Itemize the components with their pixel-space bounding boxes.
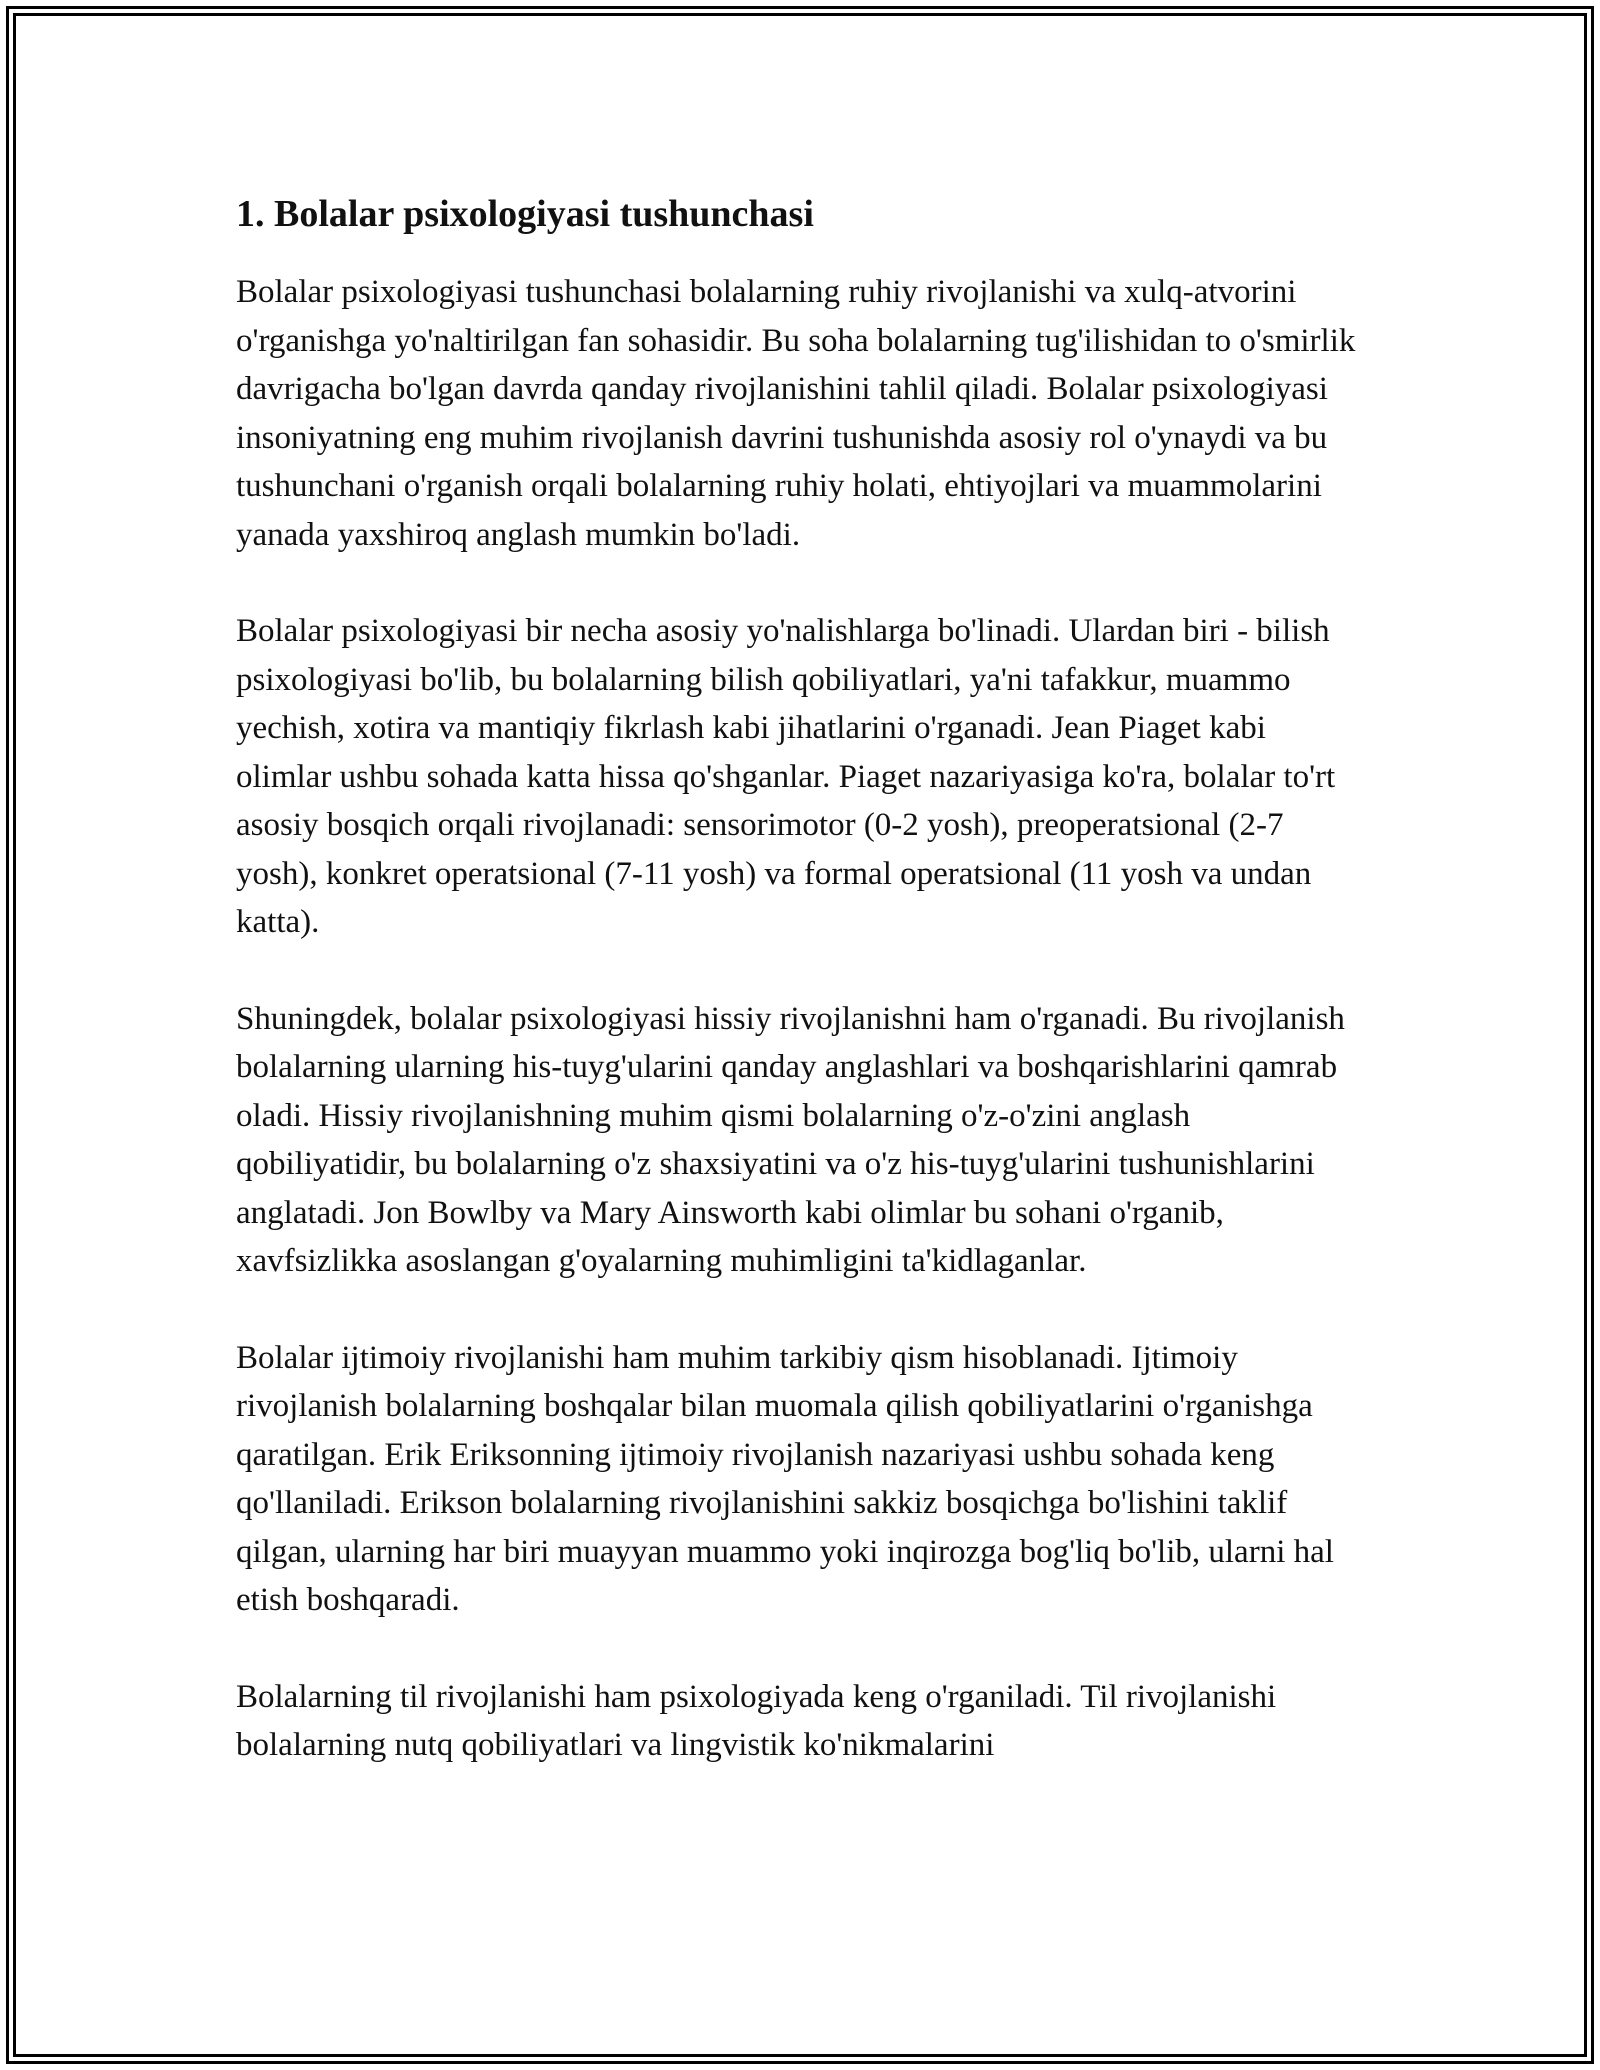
paragraph-2: Bolalar psixologiyasi bir necha asosiy yo'nalishlarga bo'linadi. Ulardan biri - bilish psixologiyasi bo'lib, bu bolalarning bilish qobiliyatlari, ya'ni tafakkur, muammo yechish, xotira va mantiqiy fikrlash kabi jihatlarini o'rganadi. Jean Piaget kabi olimlar ushbu sohada katta hissa qo'shganlar. Piaget nazariyasiga ko'ra, bolalar to'rt asosiy bosqich orqali rivojlanadi: sensorimotor (0-2 yosh), preoperatsional (2-7 yosh), konkret operatsional (7-11 yosh) va formal operatsional (11 yosh va undan katta). [236,613,1336,940]
document-body [236,186,1366,1818]
paragraph-1: Bolalar psixologiyasi tushunchasi bolalarning ruhiy rivojlanishi va xulq-atvorini o'rganishga yo'naltirilgan fan sohasidir. Bu soha bolalarning tug'ilishidan to o'smirlik davrigacha bo'lgan davrda qanday rivojlanishini tahlil qiladi. Bolalar psixologiyasi insoniyatning eng muhim rivojlanish davrini tushunishda asosiy rol o'ynaydi va bu tushunchani o'rganish orqali bolalarning ruhiy holati, ehtiyojlari va muammolarini yanada yaxshiroq anglash mumkin bo'ladi. [236,274,1356,553]
paragraph-4: Bolalar ijtimoiy rivojlanishi ham muhim tarkibiy qism hisoblanadi. Ijtimoiy rivojlanish bolalarning boshqalar bilan muomala qilish qobiliyatlarini o'rganishga qaratilgan. Erik Eriksonning ijtimoiy rivojlanish nazariyasi ushbu sohada keng qo'llaniladi. Erikson bolalarning rivojlanishini sakkiz bosqichga bo'lishini taklif qilgan, ularning har biri muayyan muammo yoki inqirozga bog'liq bo'lib, ularni hal etish boshqaradi. [236,1339,1334,1618]
paragraph-5: Bolalarning til rivojlanishi ham psixologiyada keng o'rganiladi. Til rivojlanishi bolalarning nutq qobiliyatlari va lingvistik ko'nikmalarini [236,1678,1277,1763]
paragraph-3: Shuningdek, bolalar psixologiyasi hissiy rivojlanishni ham o'rganadi. Bu rivojlanish bolalarning ularning his-tuyg'ularini qanday anglashlari va boshqarishlarini qamrab oladi. Hissiy rivojlanishning muhim qismi bolalarning o'z-o'zini anglash qobiliyatidir, bu bolalarning o'z shaxsiyatini va o'z his-tuyg'ularini tushunishlarini anglatadi. Jon Bowlby va Mary Ainsworth kabi olimlar bu sohani o'rganib, xavfsizlikka asoslangan g'oyalarning muhimligini ta'kidlaganlar. [236,1000,1345,1279]
section-heading: 1. Bolalar psixologiyasi tushunchasi [236,193,814,235]
